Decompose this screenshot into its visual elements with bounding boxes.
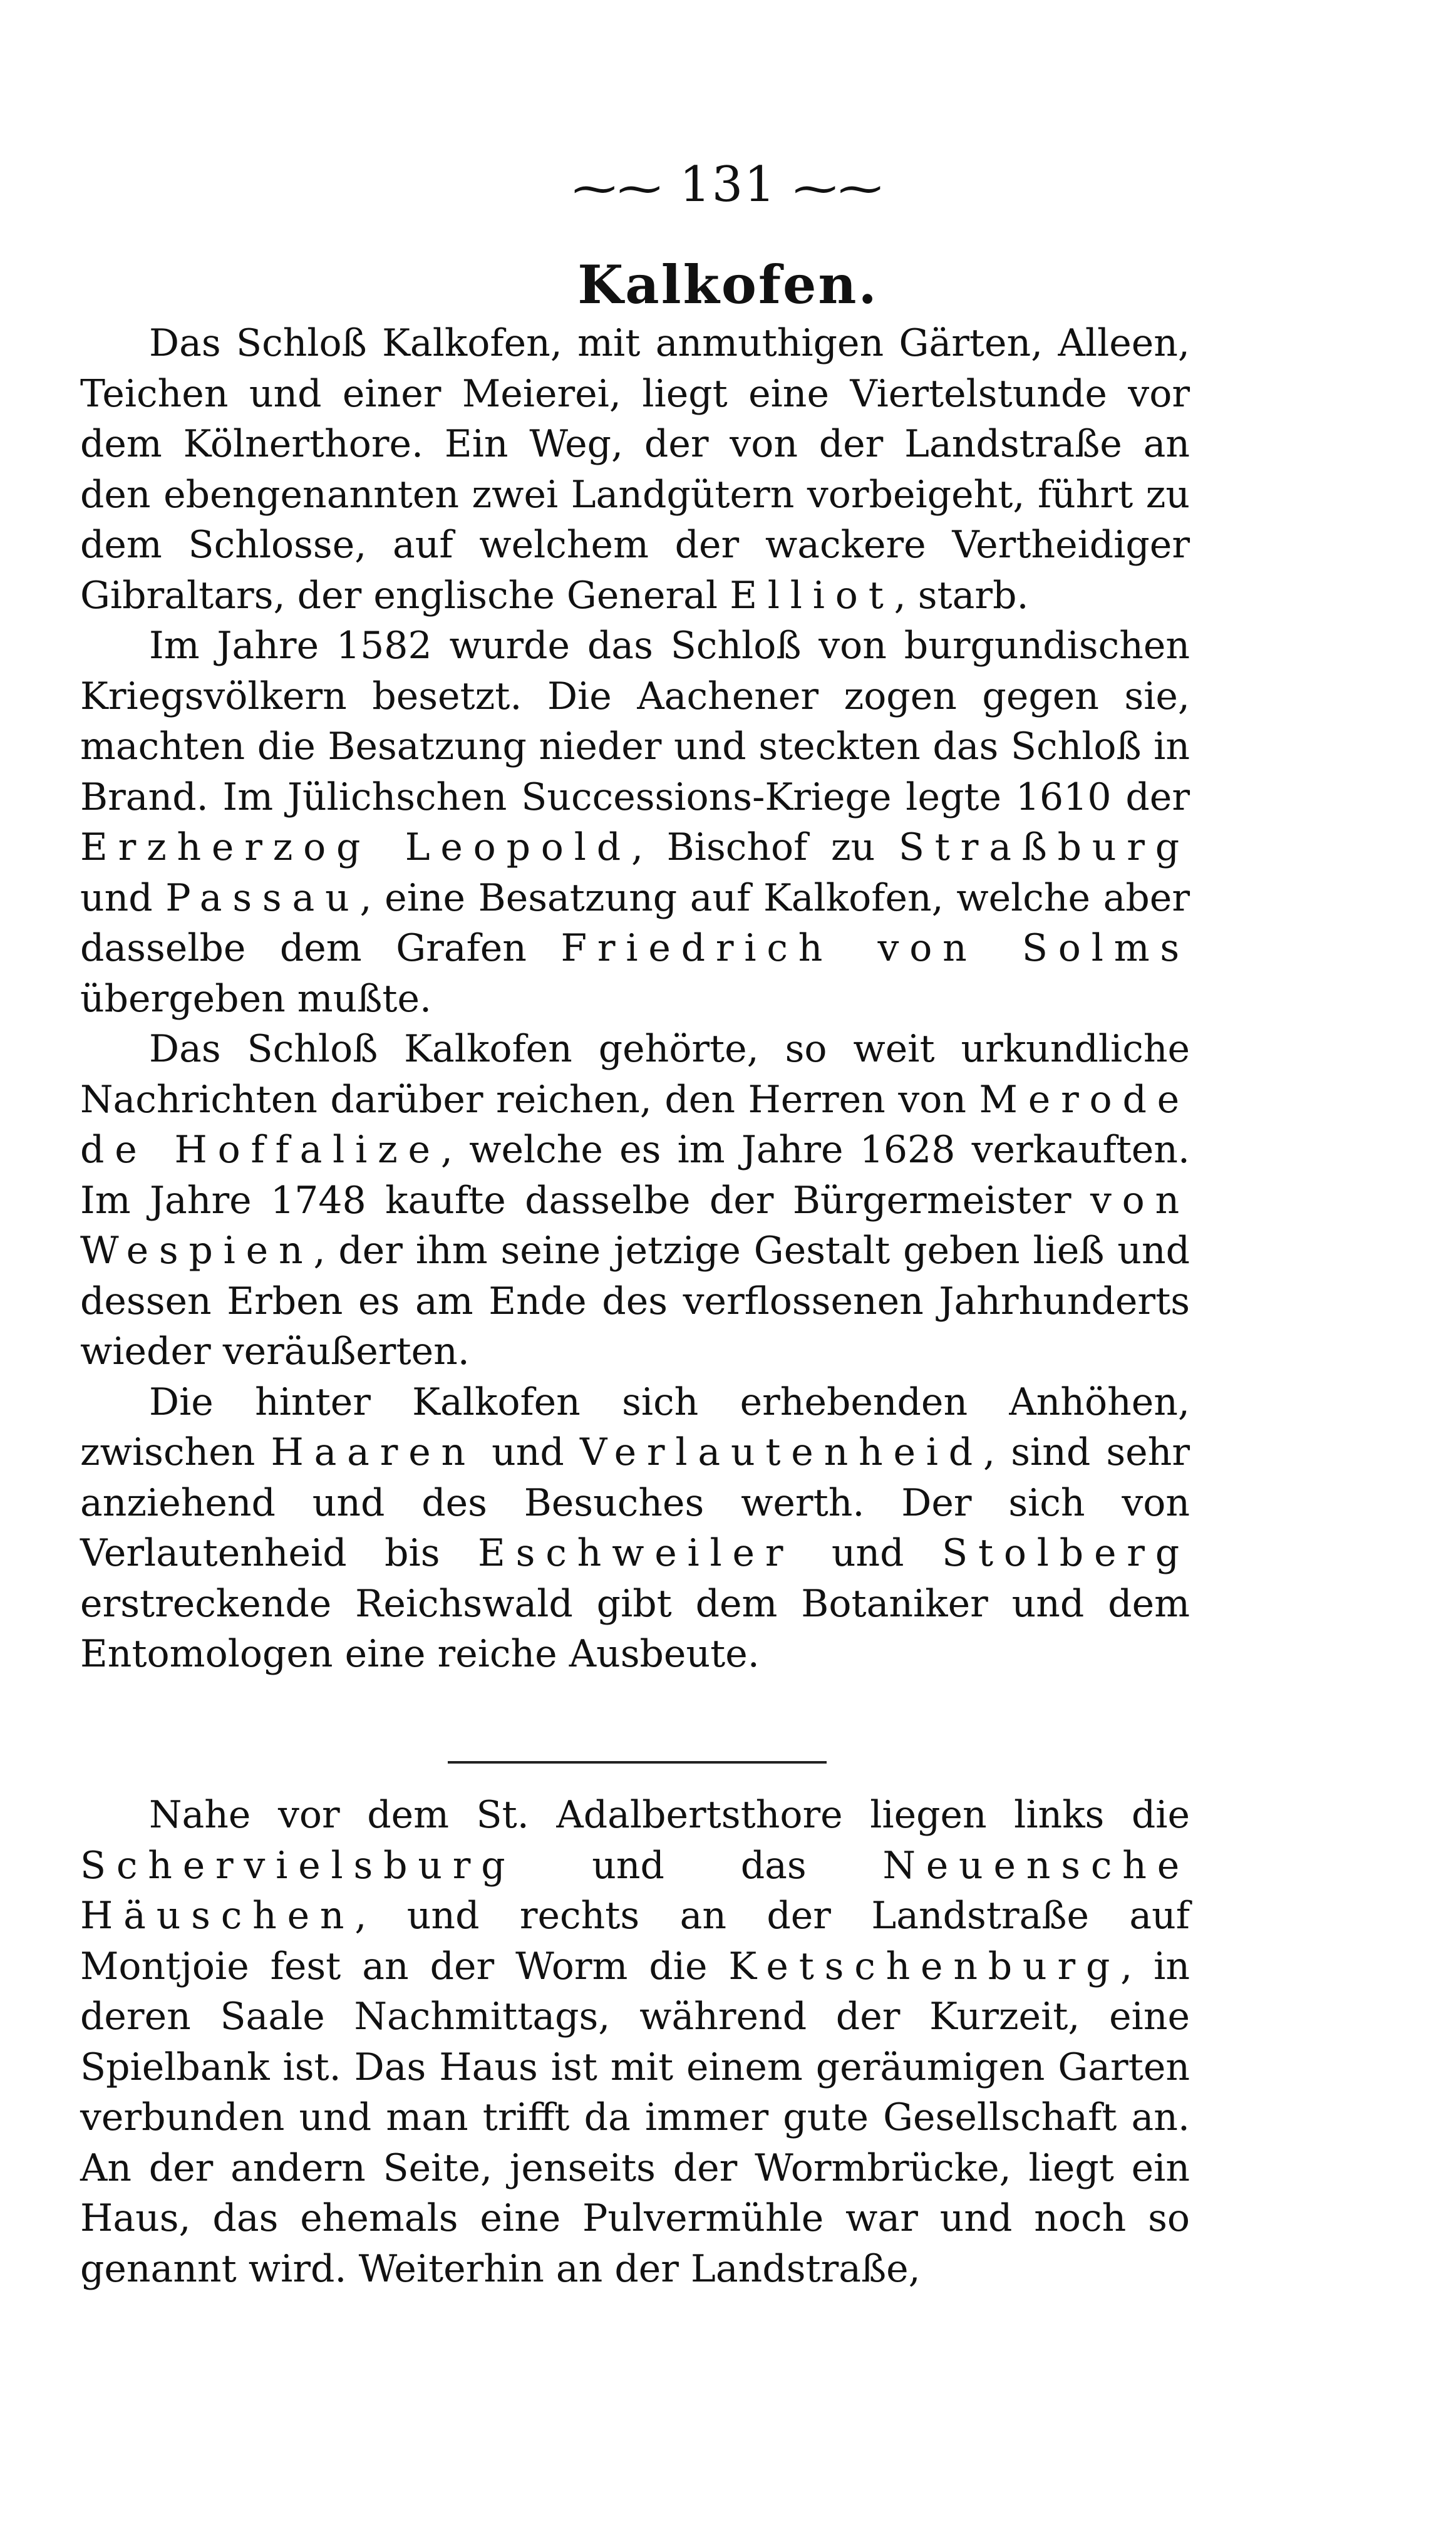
page-number: 131 — [679, 157, 777, 213]
paragraph-3 — [80, 1024, 1190, 1377]
paragraph-2 — [80, 621, 1190, 1024]
text-run: Nahe vor dem St. Adalbertsthore liegen links die — [149, 1793, 1190, 1837]
section-body — [80, 318, 1190, 1680]
text-run: übergeben mußte. — [80, 976, 432, 1021]
spaced-name: Elliot — [730, 573, 894, 618]
text-run: und — [475, 1430, 580, 1474]
text-run: Das Schloß Kalkofen gehörte, so weit urkundliche Nachrichten darüber reichen, den Herren von — [80, 1027, 1190, 1122]
text-run: und — [80, 876, 166, 920]
spaced-name: von Wespien — [80, 1178, 1190, 1273]
text-run: , starb. — [894, 573, 1029, 618]
spaced-name: Ketschenburg — [728, 1944, 1121, 1988]
text-run: erstreckende Reichswald gibt dem Botaniker und dem Entomologen eine reiche Ausbeute. — [80, 1581, 1190, 1676]
page-number-line — [0, 150, 1456, 219]
text-run: und das — [515, 1843, 883, 1888]
paragraph-1 — [80, 318, 1190, 621]
spaced-name: Haaren — [271, 1430, 476, 1474]
text-run: , sind sehr anziehend und des Besuches werth. Der sich von Verlautenheid bis — [80, 1430, 1190, 1575]
section-heading: Kalkofen. — [577, 254, 879, 316]
text-run: Das Schloß Kalkofen, mit anmuthigen Gärten, Alleen, Teichen und einer Meierei, liegt eine Viertelstunde vor dem Kölnerthore. Ein Weg, der von der Landstraße an den ebengenannten zwei Landgütern vorbeigeht, führt zu dem Schlosse, auf welchem der wackere Vertheidiger Gibraltars, der englische General — [80, 321, 1190, 618]
text-run: und — [793, 1531, 942, 1575]
spaced-name: Merode de Hoffalize — [80, 1077, 1190, 1172]
paragraph-4 — [80, 1377, 1190, 1680]
text-run: , in deren Saale Nachmittags, während der Kurzeit, eine Spielbank ist. Das Haus ist mit einem geräumigen Garten verbunden und man trifft da immer gute Gesellschaft an. An der andern Seite, jenseits der Wormbrücke, liegt ein Haus, das ehemals eine Pulvermühle war und noch so genannt wird. Weiterhin an der Landstraße, — [80, 1944, 1190, 2291]
spaced-name: Erzherzog Leopold — [80, 825, 631, 869]
spaced-name: Straßburg — [898, 825, 1190, 869]
text-run: Im Jahre 1582 wurde das Schloß von burgundischen Kriegsvölkern besetzt. Die Aachener zogen gegen sie, machten die Besatzung nieder und steckten das Schloß in Brand. Im Jülichschen Successions-Kriege legte 1610 der — [80, 624, 1190, 819]
spaced-name: Neuensche Häuschen — [80, 1843, 1190, 1938]
text-run: , der ihm seine jetzige Gestalt geben ließ und dessen Erben es am Ende des verflossenen Jahrhunderts wieder veräußerten. — [80, 1229, 1190, 1373]
paragraph-5 — [80, 1790, 1190, 2294]
text-run: Die hinter Kalkofen sich erhebenden Anhöhen, zwischen — [80, 1380, 1190, 1474]
text-run: , eine Besatzung auf Kalkofen, welche aber dasselbe dem Grafen — [80, 876, 1190, 970]
ornament-left: ⁓⁓ — [572, 162, 663, 214]
spaced-name: Schervielsburg — [80, 1843, 516, 1888]
section-divider — [448, 1761, 827, 1764]
text-run: , Bischof zu — [631, 825, 899, 869]
text-run: , und rechts an der Landstraße auf Montjoie fest an der Worm die — [80, 1894, 1190, 1988]
text-run: , welche es im Jahre 1628 verkauften. Im Jahre 1748 kaufte dasselbe der Bürgermeister — [80, 1128, 1190, 1222]
ornament-right: ⁓⁓ — [793, 162, 884, 214]
spaced-name: Friedrich von Solms — [560, 926, 1190, 970]
spaced-name: Verlautenheid — [579, 1430, 983, 1474]
spaced-name: Passau — [165, 876, 360, 920]
spaced-name: Eschweiler — [478, 1531, 794, 1575]
continuation-body — [80, 1790, 1190, 2294]
spaced-name: Stolberg — [942, 1531, 1190, 1575]
